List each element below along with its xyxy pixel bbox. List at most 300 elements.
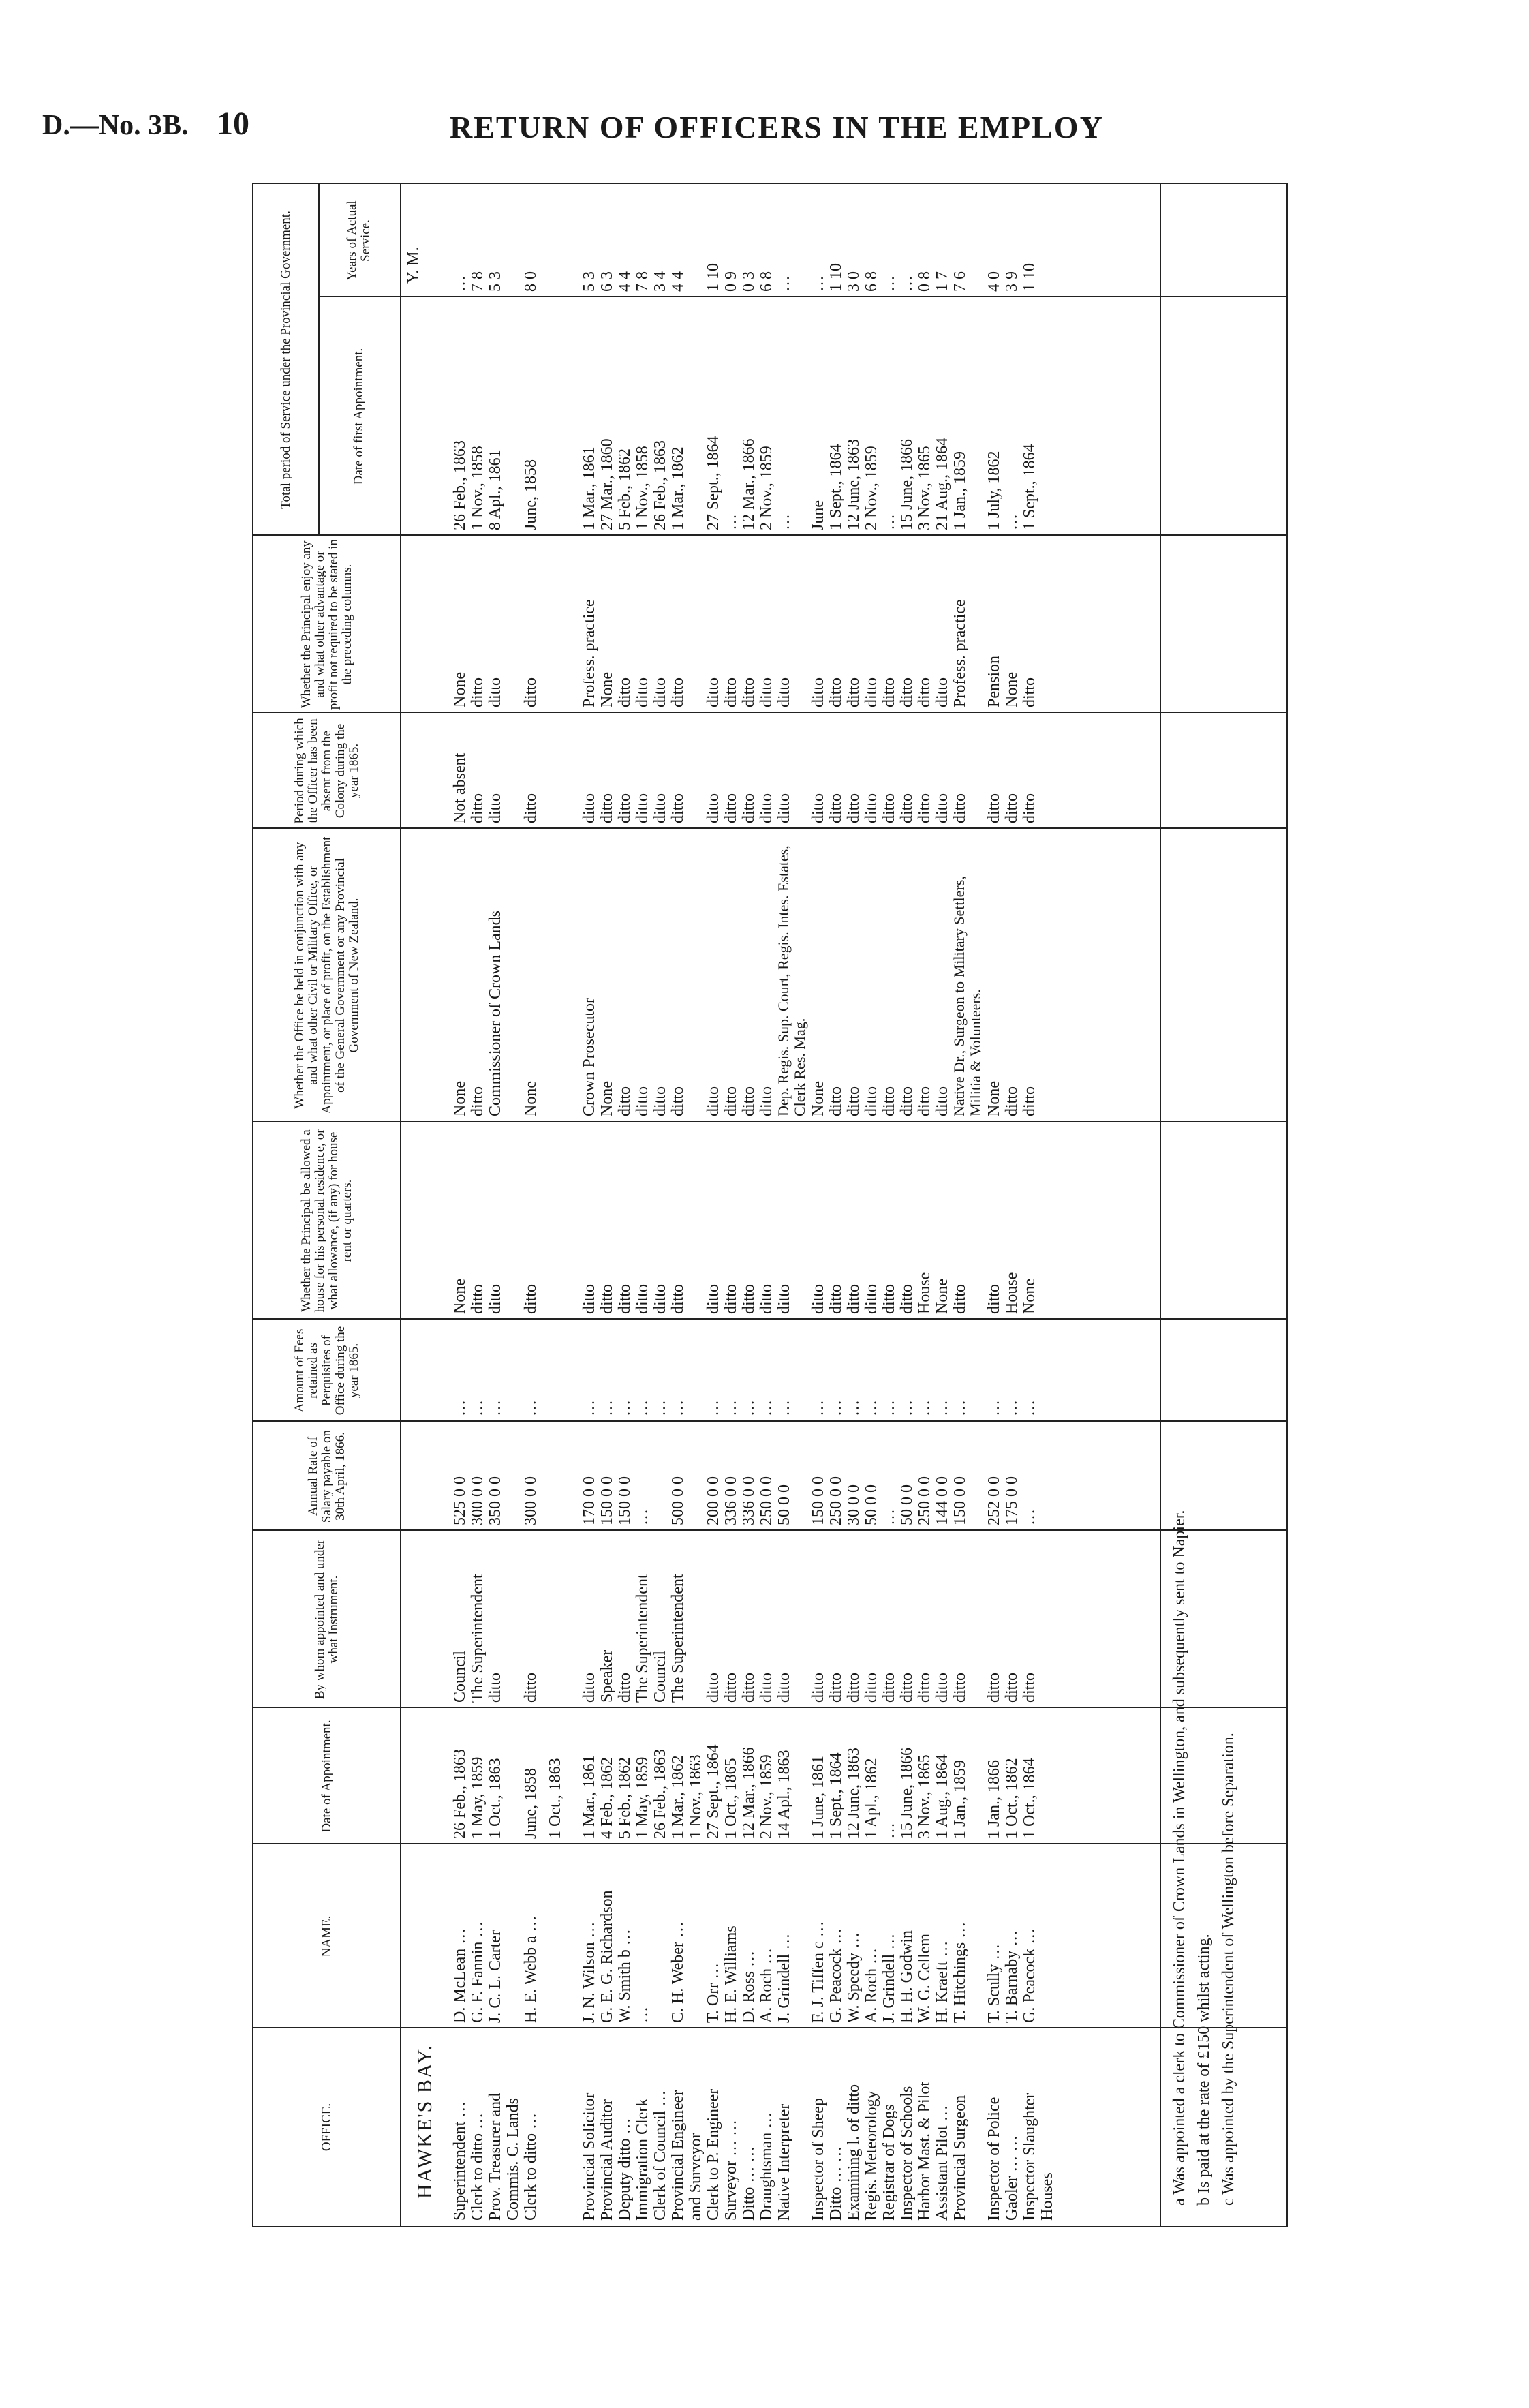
cell-house: ditto: [845, 1283, 863, 1314]
column-rule: [253, 534, 1286, 536]
cell-salary: 250 0 0: [758, 1476, 775, 1525]
footnote: c Was appointed by the Superintendent of Wellington before Separation.: [1220, 1733, 1237, 2206]
cell-years: 4 4: [616, 271, 634, 292]
cell-date: 14 Apl., 1863: [775, 1750, 793, 1839]
cell-name: H. E. Williams: [722, 1925, 740, 2023]
cell-office: Provincial Auditor: [598, 2099, 616, 2221]
cell-name: W. G. Cellem: [916, 1933, 933, 2023]
cell-date: 1 Oct., 1864: [1021, 1758, 1038, 1839]
cell-salary: 50 0 0: [898, 1484, 916, 1525]
cell-first: …: [1003, 514, 1021, 530]
cell-first: 2 Nov., 1859: [863, 446, 880, 530]
cell-by: ditto: [951, 1672, 969, 1703]
cell-fees: …: [1003, 1400, 1021, 1416]
header-total-period: Total period of Service under the Provincial Government.: [278, 211, 293, 509]
cell-adv: ditto: [880, 677, 898, 707]
cell-years: 3 9: [1003, 271, 1021, 292]
cell-first: June, 1858: [522, 459, 540, 530]
cell-years: 4 4: [669, 271, 687, 292]
cell-absent: ditto: [845, 793, 863, 823]
cell-name: …: [634, 2007, 651, 2023]
cell-adv: ditto: [758, 677, 775, 707]
cell-by: ditto: [1021, 1672, 1038, 1703]
cell-adv: ditto: [486, 677, 504, 707]
cell-fees: …: [740, 1400, 758, 1416]
cell-absent: ditto: [985, 793, 1003, 823]
cell-by: Council: [451, 1651, 469, 1703]
cell-first: 1 Sept., 1864: [1021, 444, 1038, 530]
cell-house: House: [916, 1272, 933, 1314]
cell-salary: 350 0 0: [486, 1476, 504, 1525]
cell-by: ditto: [933, 1672, 951, 1703]
cell-salary: 300 0 0: [522, 1476, 540, 1525]
cell-conj: ditto: [758, 1086, 775, 1116]
cell-fees: …: [933, 1400, 951, 1416]
column-rule: [318, 296, 1286, 297]
cell-years: …: [809, 275, 827, 292]
cell-first: 8 Apl., 1861: [486, 449, 504, 530]
cell-first: 1 Jan., 1859: [951, 451, 969, 530]
cell-years: 0 9: [722, 271, 740, 292]
cell-house: House: [1003, 1272, 1021, 1314]
cell-adv: ditto: [863, 677, 880, 707]
cell-years: …: [898, 275, 916, 292]
cell-fees: …: [522, 1400, 540, 1416]
cell-office: Clerk to ditto …: [522, 2113, 540, 2221]
cell-salary: 175 0 0: [1003, 1476, 1021, 1525]
cell-salary: 336 0 0: [722, 1476, 740, 1525]
cell-house: ditto: [581, 1283, 598, 1314]
cell-adv: ditto: [722, 677, 740, 707]
cell-salary: 50 0 0: [775, 1484, 793, 1525]
cell-conj: ditto: [740, 1086, 758, 1116]
cell-date: 1 Sept., 1864: [827, 1752, 845, 1839]
cell-date: 27 Sept., 1864: [705, 1744, 722, 1839]
cell-fees: …: [827, 1400, 845, 1416]
cell-years: …: [451, 275, 469, 292]
cell-salary: 50 0 0: [863, 1484, 880, 1525]
cell-first: 15 June, 1866: [898, 439, 916, 530]
cell-absent: ditto: [669, 793, 687, 823]
cell-conj: Commissioner of Crown Lands: [486, 911, 504, 1116]
cell-date: 1 Jan., 1859: [951, 1760, 969, 1839]
cell-years: 6 3: [598, 271, 616, 292]
cell-fees: …: [651, 1400, 669, 1416]
page-number: 10: [217, 106, 249, 142]
cell-by: ditto: [827, 1672, 845, 1703]
cell-salary: 250 0 0: [916, 1476, 933, 1525]
cell-date: 12 Mar., 1866: [740, 1747, 758, 1839]
cell-date: 4 Feb., 1862: [598, 1757, 616, 1839]
cell-salary: …: [1021, 1509, 1038, 1525]
header-conj: Whether the Office be held in conjunction with any and what other Civil or Military Office, or Appointment, or place of profit, on the Establishment of the General Government or any Provincial Government of New Zealand.: [292, 836, 361, 1114]
cell-first: …: [775, 514, 793, 530]
column-rule: [253, 1318, 1286, 1320]
cell-salary: …: [634, 1509, 651, 1525]
cell-name: J. C. L. Carter: [486, 1930, 504, 2023]
cell-absent: ditto: [809, 793, 827, 823]
cell-office: Inspector of Police: [985, 2097, 1003, 2221]
cell-by: ditto: [863, 1672, 880, 1703]
cell-fees: …: [809, 1400, 827, 1416]
column-rule: [253, 2027, 1286, 2028]
cell-salary: 30 0 0: [845, 1484, 863, 1525]
cell-fees: …: [985, 1400, 1003, 1416]
cell-salary: 150 0 0: [616, 1476, 634, 1525]
cell-absent: ditto: [775, 793, 793, 823]
cell-conj: Native Dr., Surgeon to Military Settlers, Militia & Volunteers.: [951, 876, 984, 1116]
cell-office: Deputy ditto …: [616, 2118, 634, 2221]
cell-conj: None: [522, 1081, 540, 1116]
cell-first: …: [722, 514, 740, 530]
cell-absent: ditto: [651, 793, 669, 823]
cell-years: 3 4: [651, 271, 669, 292]
cell-adv: ditto: [669, 677, 687, 707]
cell-years: …: [880, 275, 898, 292]
cell-conj: Crown Prosecutor: [581, 998, 598, 1116]
cell-by: ditto: [1003, 1672, 1021, 1703]
header-absent: Period during which the Officer has been absent from the Colony during the year 1865.: [292, 718, 361, 824]
cell-years: 4 0: [985, 271, 1003, 292]
cell-name: H. H. Godwin: [898, 1930, 916, 2023]
footnote: a Was appointed a clerk to Commissioner of Crown Lands in Wellington, and subsequently sent to Napier.: [1171, 1510, 1188, 2206]
cell-salary: 150 0 0: [951, 1476, 969, 1525]
footnote-rule: [1160, 184, 1161, 2226]
cell-fees: …: [705, 1400, 722, 1416]
cell-house: ditto: [758, 1283, 775, 1314]
cell-first: June: [809, 500, 827, 530]
cell-office: Clerk to ditto …: [469, 2113, 486, 2221]
cell-first: 1 Nov., 1858: [469, 446, 486, 530]
cell-by: ditto: [880, 1672, 898, 1703]
cell-years: 5 3: [581, 271, 598, 292]
cell-years: 0 3: [740, 271, 758, 292]
cell-name: J. N. Wilson …: [581, 1921, 598, 2023]
cell-fees: …: [581, 1400, 598, 1416]
cell-name: J. Grindell …: [880, 1933, 898, 2023]
cell-absent: ditto: [898, 793, 916, 823]
cell-name: H. E. Webb a …: [522, 1915, 540, 2023]
cell-fees: …: [1021, 1400, 1038, 1416]
cell-conj: ditto: [1003, 1086, 1021, 1116]
cell-years: 1 10: [827, 263, 845, 292]
cell-by: The Superintendent: [469, 1574, 486, 1703]
cell-name: J. Grindell …: [775, 1933, 793, 2023]
cell-office: Assistant Pilot …: [933, 2105, 951, 2221]
cell-date: 1 Mar., 1861: [581, 1755, 598, 1839]
cell-years: …: [775, 275, 793, 292]
cell-absent: ditto: [634, 793, 651, 823]
cell-conj: ditto: [1021, 1086, 1038, 1116]
cell-years: 7 6: [951, 271, 969, 292]
cell-adv: ditto: [916, 677, 933, 707]
cell-absent: Not absent: [451, 752, 469, 823]
cell-salary: 252 0 0: [985, 1476, 1003, 1525]
cell-first: 3 Nov., 1865: [916, 446, 933, 530]
cell-salary: 150 0 0: [809, 1476, 827, 1525]
cell-salary: 500 0 0: [669, 1476, 687, 1525]
cell-absent: ditto: [581, 793, 598, 823]
cell-absent: ditto: [827, 793, 845, 823]
cell-date: 1 Apl., 1862: [863, 1758, 880, 1839]
cell-first: 1 July, 1862: [985, 451, 1003, 530]
header-name: NAME.: [319, 1915, 334, 1957]
cell-office: Draughtsman …: [758, 2112, 775, 2221]
cell-office: Commis. C. Lands: [504, 2097, 522, 2221]
cell-years: 6 8: [758, 271, 775, 292]
cell-absent: ditto: [880, 793, 898, 823]
cell-name: W. Smith b …: [616, 1929, 634, 2023]
cell-adv: ditto: [933, 677, 951, 707]
cell-first: 12 Mar., 1866: [740, 438, 758, 530]
cell-fees: …: [880, 1400, 898, 1416]
cell-fees: …: [863, 1400, 880, 1416]
cell-by: ditto: [898, 1672, 916, 1703]
header-house: Whether the Principal be allowed a house for his personal residence, or what allowance, (if any) for house rent or quarters.: [298, 1129, 354, 1313]
cell-absent: ditto: [486, 793, 504, 823]
cell-salary: 336 0 0: [740, 1476, 758, 1525]
header-date: Date of Appointment.: [319, 1720, 334, 1833]
cell-house: ditto: [651, 1283, 669, 1314]
cell-date: 1 Aug., 1864: [933, 1754, 951, 1839]
cell-house: ditto: [705, 1283, 722, 1314]
cell-office: Clerk of Council …: [651, 2090, 669, 2221]
cell-by: ditto: [581, 1672, 598, 1703]
series-label: D.—No. 3B.: [42, 110, 189, 141]
column-rule: [253, 712, 1286, 713]
cell-office: Immigration Clerk: [634, 2098, 651, 2221]
cell-years: 7 8: [469, 271, 486, 292]
cell-absent: ditto: [1003, 793, 1021, 823]
cell-adv: ditto: [522, 677, 540, 707]
cell-name: T. Scully …: [985, 1943, 1003, 2023]
cell-fees: …: [951, 1400, 969, 1416]
cell-house: ditto: [809, 1283, 827, 1314]
cell-fees: …: [669, 1400, 687, 1416]
cell-first: 26 Feb., 1863: [451, 440, 469, 530]
cell-conj: None: [985, 1081, 1003, 1116]
cell-conj: ditto: [845, 1086, 863, 1116]
cell-conj: None: [451, 1081, 469, 1116]
cell-first: 12 June, 1863: [845, 439, 863, 530]
cell-date: 1 Oct., 1863: [546, 1758, 564, 1839]
cell-date: 1 Nov., 1863: [687, 1754, 705, 1839]
cell-adv: Profess. practice: [951, 599, 969, 707]
cell-by: ditto: [758, 1672, 775, 1703]
cell-salary: 200 0 0: [705, 1476, 722, 1525]
cell-office: Native Interpreter: [775, 2103, 793, 2221]
cell-by: ditto: [845, 1672, 863, 1703]
header-first: Date of first Appointment.: [352, 348, 366, 485]
cell-by: ditto: [705, 1672, 722, 1703]
cell-absent: ditto: [616, 793, 634, 823]
cell-adv: ditto: [809, 677, 827, 707]
cell-conj: ditto: [469, 1086, 486, 1116]
cell-salary: …: [880, 1509, 898, 1525]
cell-house: ditto: [469, 1283, 486, 1314]
cell-years: 0 8: [916, 271, 933, 292]
cell-first: 2 Nov., 1859: [758, 446, 775, 530]
column-rule: [253, 1420, 1286, 1422]
cell-adv: None: [598, 672, 616, 707]
cell-house: None: [933, 1279, 951, 1314]
cell-name: C. H. Weber …: [669, 1921, 687, 2023]
cell-years: 1 10: [705, 263, 722, 292]
cell-date: 1 Oct., 1863: [486, 1758, 504, 1839]
cell-conj: ditto: [616, 1086, 634, 1116]
cell-conj: ditto: [651, 1086, 669, 1116]
cell-fees: …: [898, 1400, 916, 1416]
cell-by: ditto: [985, 1672, 1003, 1703]
cell-adv: Pension: [985, 655, 1003, 707]
cell-name: A. Roch …: [863, 1948, 880, 2023]
cell-name: D. Ross …: [740, 1950, 758, 2023]
cell-name: T. Orr …: [705, 1962, 722, 2023]
cell-fees: …: [775, 1400, 793, 1416]
cell-office: Regis. Meteorology: [863, 2090, 880, 2221]
cell-office: Superintendent …: [451, 2101, 469, 2221]
cell-office: Provincial Surgeon: [951, 2094, 969, 2221]
cell-by: ditto: [809, 1672, 827, 1703]
cell-first: 26 Feb., 1863: [651, 440, 669, 530]
cell-date: 26 Feb., 1863: [451, 1749, 469, 1839]
cell-fees: …: [758, 1400, 775, 1416]
cell-first: …: [880, 514, 898, 530]
cell-date: 3 Nov., 1865: [916, 1754, 933, 1839]
cell-adv: ditto: [705, 677, 722, 707]
cell-date: 1 June, 1861: [809, 1756, 827, 1839]
cell-fees: …: [722, 1400, 740, 1416]
cell-house: ditto: [740, 1283, 758, 1314]
cell-date: 1 Oct., 1865: [722, 1758, 740, 1839]
cell-conj: ditto: [634, 1086, 651, 1116]
cell-adv: ditto: [651, 677, 669, 707]
cell-house: ditto: [669, 1283, 687, 1314]
cell-date: 1 Jan., 1866: [985, 1760, 1003, 1839]
cell-date: 1 May, 1859: [469, 1756, 486, 1839]
cell-absent: ditto: [863, 793, 880, 823]
cell-date: 26 Feb., 1863: [651, 1749, 669, 1839]
cell-absent: ditto: [758, 793, 775, 823]
cell-conj: ditto: [705, 1086, 722, 1116]
cell-conj: ditto: [880, 1086, 898, 1116]
cell-house: ditto: [722, 1283, 740, 1314]
cell-conj: None: [809, 1081, 827, 1116]
cell-adv: ditto: [616, 677, 634, 707]
cell-adv: ditto: [469, 677, 486, 707]
cell-adv: ditto: [634, 677, 651, 707]
cell-by: ditto: [740, 1672, 758, 1703]
cell-by: ditto: [616, 1672, 634, 1703]
header-years: Years of Actual Service.: [345, 200, 373, 281]
cell-office: Prov. Treasurer and: [486, 2092, 504, 2221]
header-adv: Whether the Principal enjoy any and what other advantage or profit not required to be stated in the preceding columns.: [298, 538, 354, 710]
cell-first: 1 Mar., 1861: [581, 446, 598, 530]
cell-absent: ditto: [522, 793, 540, 823]
column-rule: [253, 1843, 1286, 1844]
header-salary: Annual Rate of Salary payable on 30th April, 1866.: [305, 1429, 348, 1523]
cell-date: 15 June, 1866: [898, 1748, 916, 1839]
cell-by: Council: [651, 1651, 669, 1703]
cell-office: Provincial Engineer: [669, 2090, 687, 2221]
cell-house: ditto: [880, 1283, 898, 1314]
cell-absent: ditto: [705, 793, 722, 823]
cell-fees: …: [845, 1400, 863, 1416]
cell-years: 8 0: [522, 271, 540, 292]
cell-office: Clerk to P. Engineer: [705, 2088, 722, 2221]
cell-office: Harbor Mast. & Pilot: [916, 2082, 933, 2221]
cell-house: ditto: [827, 1283, 845, 1314]
cell-first: 5 Feb., 1862: [616, 448, 634, 530]
cell-date: 1 May, 1859: [634, 1756, 651, 1839]
cell-fees: …: [616, 1400, 634, 1416]
cell-office: Inspector of Schools: [898, 2086, 916, 2221]
cell-conj: None: [598, 1081, 616, 1116]
cell-office: Ditto … …: [740, 2146, 758, 2221]
header-fees: Amount of Fees retained as Perquisites of Office during the year 1865.: [292, 1326, 361, 1416]
return-table: [252, 183, 1288, 2227]
cell-conj: Dep. Regis. Sup. Court, Regis. Intes. Estates, Clerk Res. Mag.: [775, 845, 808, 1116]
cell-house: ditto: [775, 1283, 793, 1314]
cell-name: G. Peacock …: [1021, 1927, 1038, 2023]
cell-name: T. Hitchings …: [951, 1921, 969, 2023]
cell-house: ditto: [985, 1283, 1003, 1314]
cell-name: H. Kraeft …: [933, 1940, 951, 2023]
cell-years: 5 3: [486, 271, 504, 292]
column-rule: [253, 1529, 1286, 1531]
cell-absent: ditto: [469, 793, 486, 823]
cell-date: 2 Nov., 1859: [758, 1754, 775, 1839]
cell-salary: 300 0 0: [469, 1476, 486, 1525]
cell-date: …: [880, 1823, 898, 1839]
cell-absent: ditto: [933, 793, 951, 823]
cell-conj: ditto: [898, 1086, 916, 1116]
cell-years: 6 8: [863, 271, 880, 292]
years-months-label: Y. M.: [405, 247, 422, 284]
cell-house: ditto: [616, 1283, 634, 1314]
cell-by: Speaker: [598, 1649, 616, 1703]
cell-adv: ditto: [1021, 677, 1038, 707]
cell-conj: ditto: [933, 1086, 951, 1116]
cell-first: 1 Mar., 1862: [669, 446, 687, 530]
cell-office: Provincial Solicitor: [581, 2092, 598, 2221]
cell-by: ditto: [522, 1672, 540, 1703]
cell-first: 21 Aug., 1864: [933, 437, 951, 530]
cell-salary: 144 0 0: [933, 1476, 951, 1525]
cell-conj: ditto: [722, 1086, 740, 1116]
cell-house: ditto: [486, 1283, 504, 1314]
cell-date: 1 Oct., 1862: [1003, 1758, 1021, 1839]
cell-name: G. E. G. Richardson: [598, 1890, 616, 2023]
cell-house: ditto: [598, 1283, 616, 1314]
cell-house: ditto: [863, 1283, 880, 1314]
header-rule: [400, 184, 401, 2226]
cell-name: D. McLean …: [451, 1927, 469, 2023]
column-rule: [253, 827, 1286, 829]
cell-date: 12 June, 1863: [845, 1748, 863, 1839]
cell-house: None: [451, 1279, 469, 1314]
cell-office: Surveyor … …: [722, 2120, 740, 2221]
cell-absent: ditto: [740, 793, 758, 823]
cell-adv: None: [1003, 672, 1021, 707]
cell-by: ditto: [486, 1672, 504, 1703]
cell-office: Registrar of Dogs: [880, 2104, 898, 2221]
column-rule: [253, 1707, 1286, 1708]
cell-name: T. Barnaby …: [1003, 1930, 1021, 2023]
cell-house: ditto: [634, 1283, 651, 1314]
cell-years: 7 8: [634, 271, 651, 292]
cell-office: Houses: [1038, 2172, 1056, 2221]
